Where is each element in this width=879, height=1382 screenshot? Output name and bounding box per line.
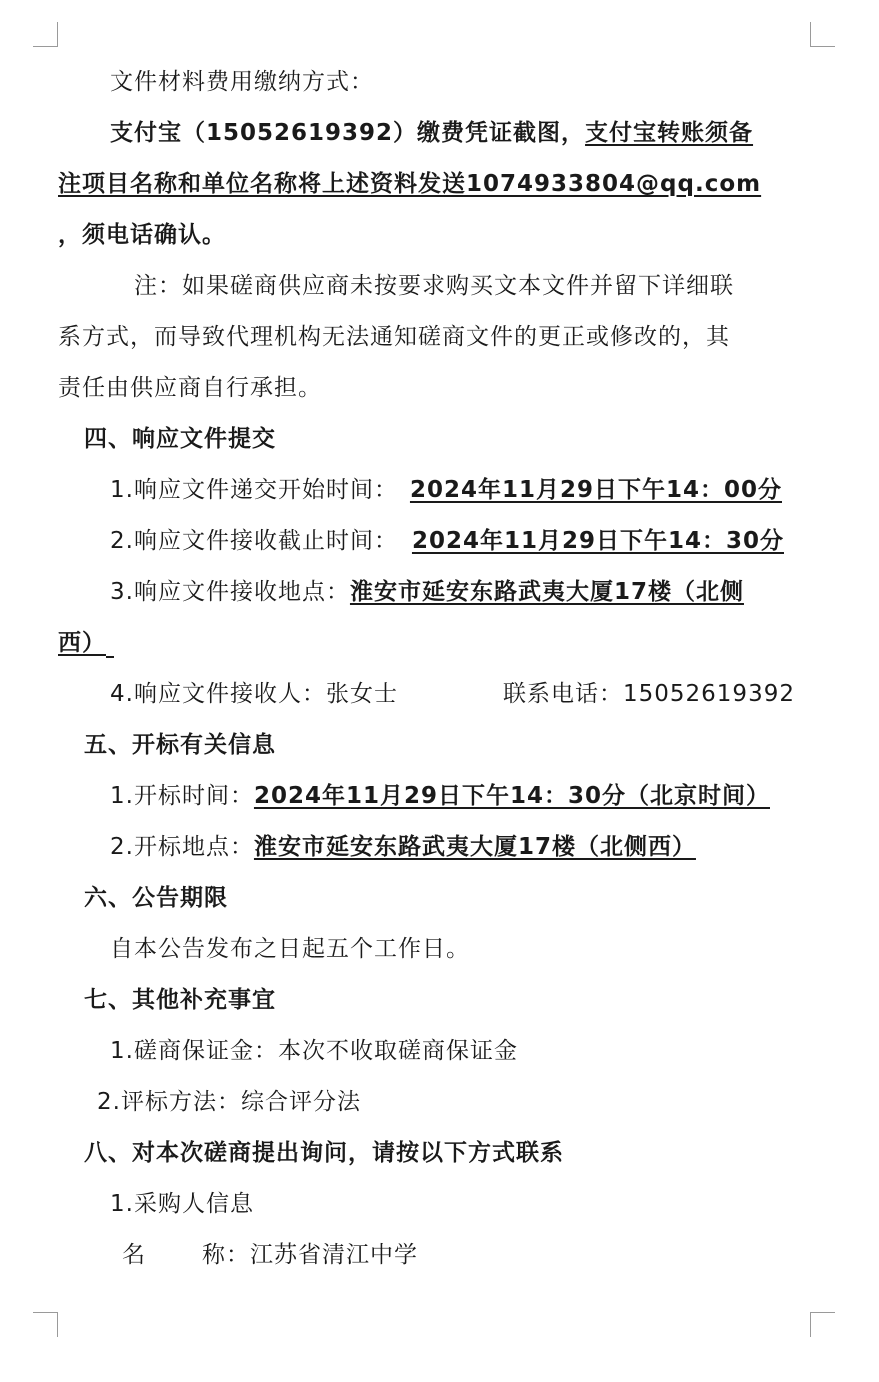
section-4-item-1 xyxy=(110,475,782,505)
section-4-item-3-value-line-1: 淮安市延安东路武夷大厦17楼（北侧 xyxy=(349,579,744,605)
section-7-item-2: 2.评标方法：综合评分法 xyxy=(97,1089,361,1115)
purchaser-name-value: 称：江苏省清江中学 xyxy=(202,1242,418,1268)
section-8-heading: 八、对本次磋商提出询问，请按以下方式联系 xyxy=(84,1140,564,1166)
note-line-3: 责任由供应商自行承担。 xyxy=(58,375,322,401)
section-4-item-2 xyxy=(110,526,784,556)
purchaser-name-label: 名 xyxy=(122,1242,146,1268)
section-4-item-2-label: 2.响应文件接收截止时间： xyxy=(110,528,398,554)
fee-payment-line-1 xyxy=(110,118,753,148)
fee-payment-line-2-underlined: 注项目名称和单位名称将上述资料发送1074933804@qq.com xyxy=(58,171,762,197)
section-7-item-1: 1.磋商保证金：本次不收取磋商保证金 xyxy=(110,1038,518,1064)
fee-payment-line-1-plain: 支付宝（15052619392）缴费凭证截图， xyxy=(110,120,586,146)
section-8-item-1: 1.采购人信息 xyxy=(110,1191,254,1217)
section-7-heading: 七、其他补充事宜 xyxy=(84,987,276,1013)
section-4-item-1-value: 2024年11月29日下午14：00分 xyxy=(409,477,782,503)
crop-mark-bottom-left xyxy=(33,1312,58,1337)
section-4-item-3 xyxy=(110,577,744,607)
section-4-item-2-value: 2024年11月29日下午14：30分 xyxy=(411,528,784,554)
section-4-heading: 四、响应文件提交 xyxy=(84,426,276,452)
section-5-item-1 xyxy=(110,781,770,811)
fee-payment-title: 文件材料费用缴纳方式： xyxy=(110,69,374,95)
section-4-item-1-label: 1.响应文件递交开始时间： xyxy=(110,477,398,503)
section-6-text: 自本公告发布之日起五个工作日。 xyxy=(110,936,470,962)
section-4-item-3-value-line-2: 西） xyxy=(58,630,106,656)
note-line-2: 系方式，而导致代理机构无法通知磋商文件的更正或修改的，其 xyxy=(58,324,730,350)
section-4-item-3-label: 3.响应文件接收地点： xyxy=(110,579,350,605)
fee-payment-line-2 xyxy=(58,169,761,199)
section-4-item-4-phone: 联系电话：15052619392 xyxy=(503,681,795,707)
crop-mark-top-left xyxy=(33,22,58,47)
section-5-item-2-value: 淮安市延安东路武夷大厦17楼（北侧西） xyxy=(253,834,696,860)
crop-mark-bottom-right xyxy=(810,1312,835,1337)
section-5-heading: 五、开标有关信息 xyxy=(84,732,276,758)
fee-payment-line-1-underlined: 支付宝转账须备 xyxy=(585,120,754,146)
fee-payment-line-3: ，须电话确认。 xyxy=(58,222,226,248)
underline-filler xyxy=(106,629,114,658)
section-5-item-2 xyxy=(110,832,696,862)
note-line-1: 注：如果磋商供应商未按要求购买文本文件并留下详细联 xyxy=(134,273,734,299)
section-4-item-3-continued xyxy=(58,628,114,658)
crop-mark-top-right xyxy=(810,22,835,47)
section-6-heading: 六、公告期限 xyxy=(84,885,228,911)
section-4-item-4-receiver: 4.响应文件接收人：张女士 xyxy=(110,681,398,707)
section-5-item-2-label: 2.开标地点： xyxy=(110,834,254,860)
section-5-item-1-label: 1.开标时间： xyxy=(110,783,254,809)
section-5-item-1-value: 2024年11月29日下午14：30分（北京时间） xyxy=(253,783,770,809)
